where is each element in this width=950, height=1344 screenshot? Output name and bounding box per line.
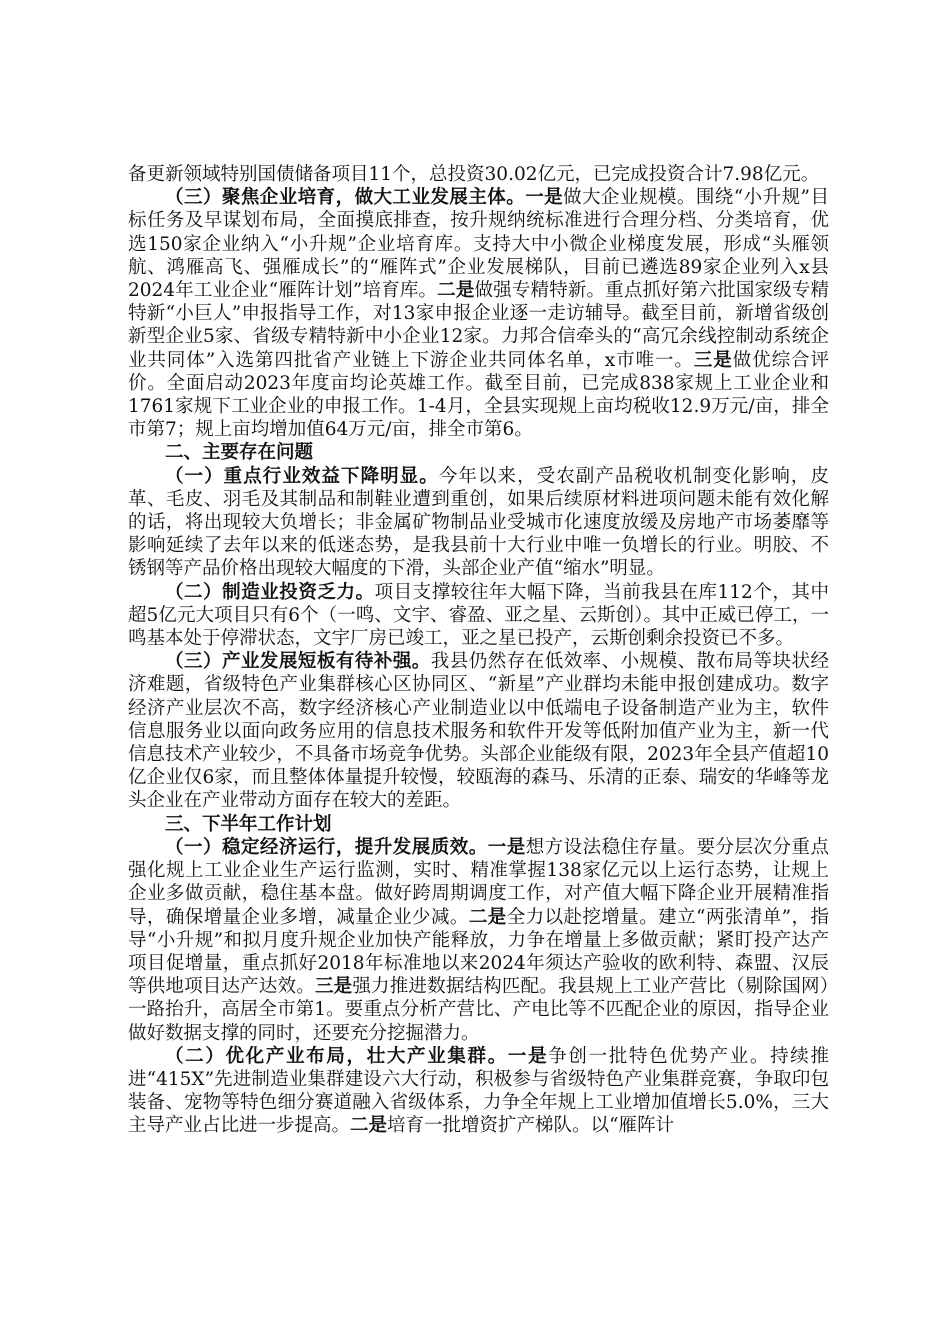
section-heading <box>128 441 829 464</box>
text-run: 做优综合评价。全面启动2023年度亩均论英雄工作。截至目前，已完成838家规上工业企业和1761家规下工业企业的申报工作。1-4月，全县实现规上亩均税收12.9万元/亩，排全市第7；规上亩均增加值64万元/亩，排全市第6。 <box>128 349 829 441</box>
text-run: 想方设法稳住存量。要分层次分重点强化规上工业企业生产运行监测，实时、精准掌握138家亿元以上运行态势，让规上企业多做贡献，稳住基本盘。做好跨周期调度工作，对产值大幅下降企业开展精准指导，确保增量企业多增，减量企业少减。 <box>128 836 829 928</box>
bold-run: （二）制造业投资乏力。 <box>165 581 375 603</box>
text-run: 今年以来，受农副产品税收机制变化影响，皮革、毛皮、羽毛及其制品和制鞋业遭到重创，如果后续原材料进项问题未能有效化解的话，将出现较大负增长；非金属矿物制品业受城市化速度放缓及房地产市场萎靡等影响延续了去年以来的低迷态势，是我县前十大行业中唯一负增长的行业。明胶、不锈钢等产品价格出现较大幅度的下滑，头部企业产值“缩水”明显。 <box>128 465 829 580</box>
bold-run: 二是 <box>350 1115 388 1137</box>
bold-run: 一是 <box>507 1045 549 1067</box>
bold-run: 三是 <box>693 349 733 371</box>
bold-run: （二）优化产业布局，壮大产业集群。 <box>165 1045 508 1067</box>
body-paragraph <box>128 163 829 186</box>
body-paragraph <box>128 186 829 441</box>
text-run: 备更新领域特别国债储备项目11个，总投资30.02亿元，已完成投资合计7.98亿元。 <box>128 164 820 185</box>
bold-run: （三）聚焦企业培育，做大工业发展主体。 <box>165 187 526 209</box>
body-paragraph <box>128 465 829 581</box>
bold-run: 三是 <box>314 976 353 998</box>
section-heading <box>128 813 829 836</box>
bold-run: 一是 <box>525 187 564 209</box>
text-run: 强力推进数据结构匹配。我县规上工业产营比（剔除国网）一路抬升，高居全市第1。要重点分析产营比、产电比等不匹配企业的原因，指导企业做好数据支撑的同时，还要充分挖掘潜力。 <box>128 976 829 1044</box>
bold-run: 二是 <box>468 906 507 928</box>
text-run: 全力以赴挖增量。建立“两张清单”，指导“小升规”和拟月度升规企业加快产能释放，力争在增量上多做贡献；紧盯投产达产项目促增量，重点抓好2018年标准地以来2024年须达产验收的欧利特、森盟、汉辰等供地项目达产达效。 <box>128 906 829 998</box>
body-paragraph <box>128 1045 829 1138</box>
body-paragraph <box>128 836 829 1045</box>
body-paragraph <box>128 650 829 812</box>
bold-run: 二、主要存在问题 <box>165 442 314 464</box>
bold-run: 二是 <box>437 280 475 302</box>
bold-run: （三）产业发展短板有待补强。 <box>165 651 431 673</box>
bold-run: 三、下半年工作计划 <box>165 813 332 835</box>
bold-run: （一）重点行业效益下降明显。 <box>165 465 439 487</box>
body-paragraph <box>128 581 829 651</box>
text-run: 我县仍然存在低效率、小规模、散布局等块状经济难题，省级特色产业集群核心区协同区、“新星”产业群均未能申报创建成功。数字经济产业层次不高，数字经济核心产业制造业以中低端电子设备制造产业为主，软件信息服务业以面向政务应用的信息技术服务和软件开发等低附加值产业为主，新一代信息技术产业较少，不具备市场竞争优势。头部企业能级有限，2023年全县产值超10亿企业仅6家，而且整体体量提升较慢，较瓯海的森马、乐清的正泰、瑞安的华峰等龙头企业在产业带动方面存在较大的差距。 <box>128 651 829 812</box>
text-run: 培育一批增资扩产梯队。以“雁阵计 <box>387 1115 674 1137</box>
bold-run: 一是 <box>487 836 526 858</box>
text-run: 做强专精特新。重点抓好第六批国家级专精特新“小巨人”申报指导工作，对13家申报企业逐一走访辅导。截至目前，新增省级创新型企业5家、省级专精特新中小企业12家。力邦合信牵头的“高冗余线控制动系统企业共同体”入选第四批省产业链上下游企业共同体名单，x市唯一。 <box>128 280 829 371</box>
text-run: 项目支撑较往年大幅下降，当前我县在库112个，其中超5亿元大项目只有6个（一鸣、文宇、睿盈、亚之星、云斯创）。其中正威已停工，一鸣基本处于停滞状态，文宇厂房已竣工，亚之星已投产，云斯创剩余投资已不多。 <box>128 581 829 650</box>
text-run: 争创一批特色优势产业。持续推进“415X”先进制造业集群建设六大行动，积极参与省级特色产业集群竞赛，争取印包装备、宠物等特色细分赛道融入省级体系，力争全年规上工业增加值增长5.0%，三大主导产业占比进一步提高。 <box>128 1045 829 1137</box>
text-run: 做大企业规模。围绕“小升规”目标任务及早谋划布局，全面摸底排查，按升规纳统标准进行合理分档、分类培育，优选150家企业纳入“小升规”企业培育库。支持大中小微企业梯度发展，形成“头雁领航、鸿雁高飞、强雁成长”的“雁阵式”企业发展梯队，目前已遴选89家企业列入x县2024年工业企业“雁阵计划”培育库。 <box>128 187 829 302</box>
bold-run: （一）稳定经济运行，提升发展质效。 <box>165 836 488 858</box>
document-body <box>128 163 829 1138</box>
